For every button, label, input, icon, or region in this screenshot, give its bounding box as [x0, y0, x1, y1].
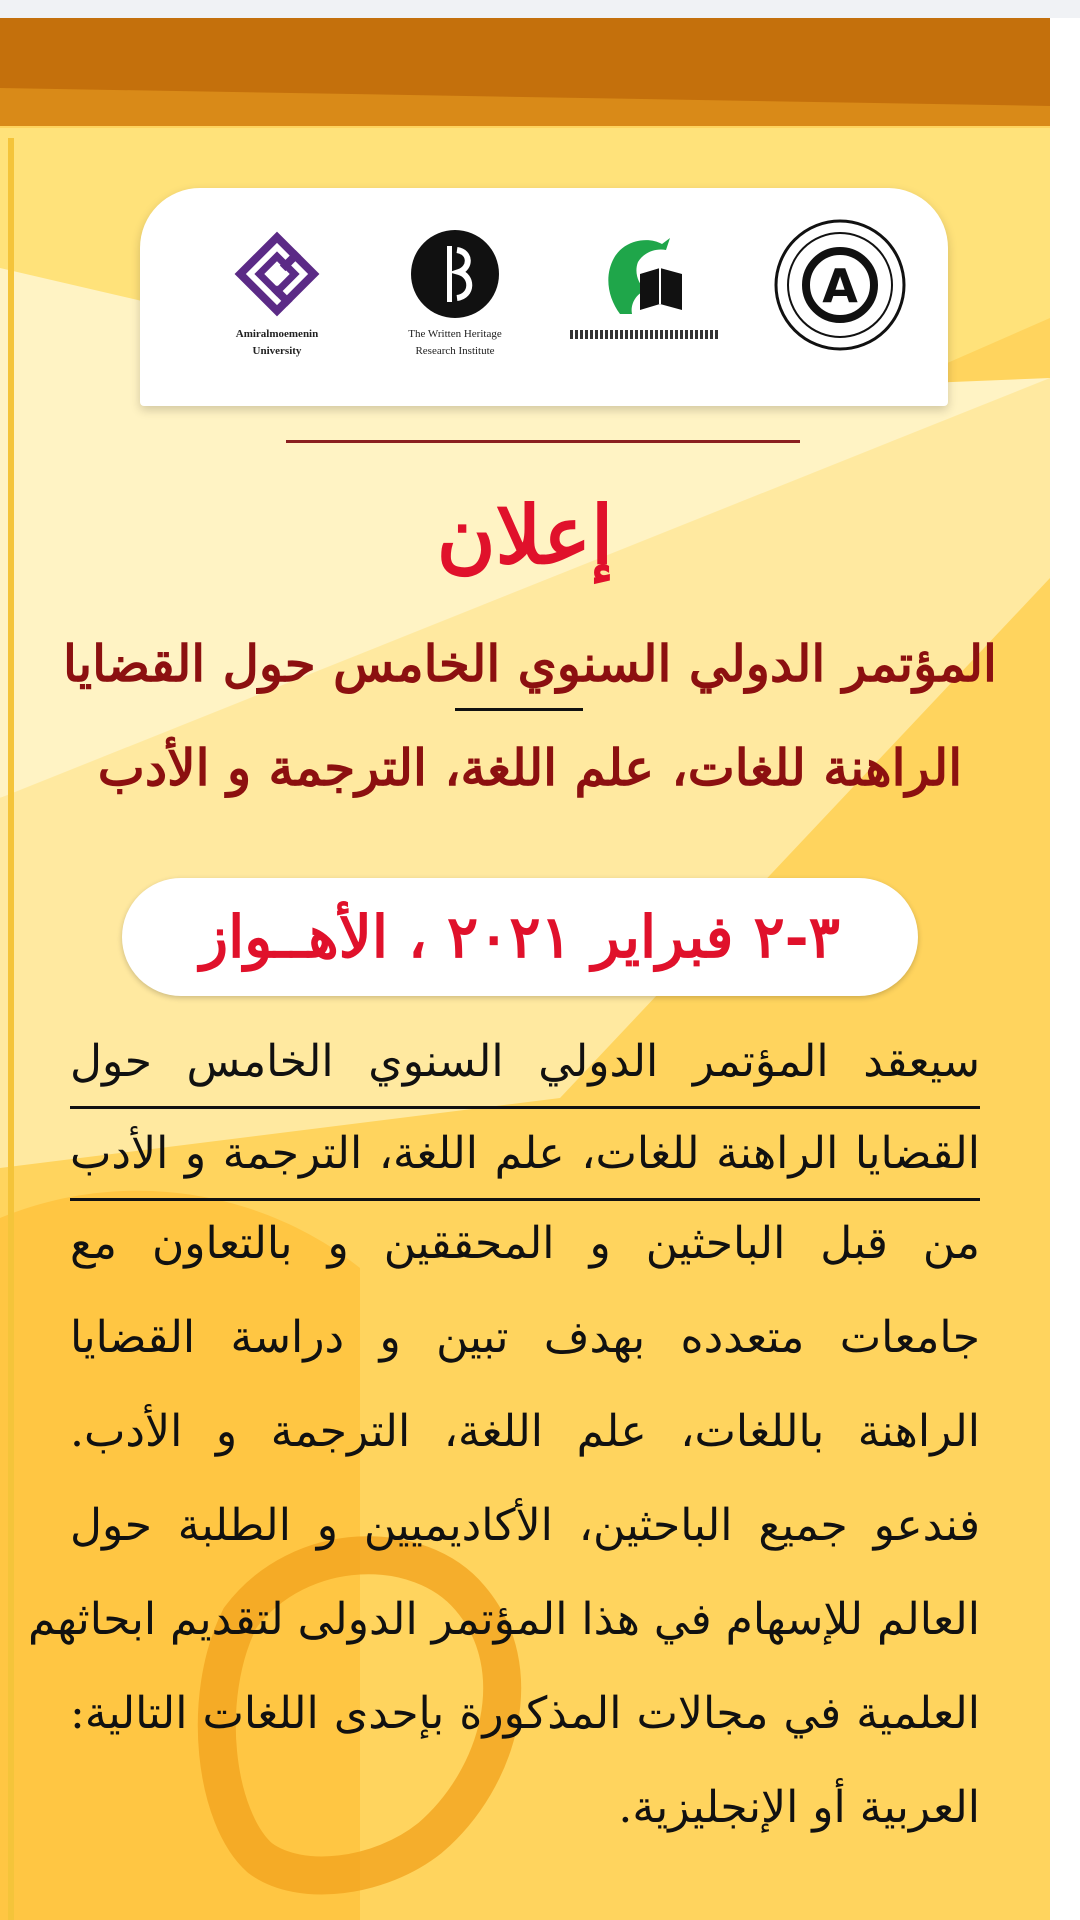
body-line-7: العالم للإسهام في هذا المؤتمر الدولى لتقديم ابحاثهم — [27, 1594, 980, 1645]
body-line-4: جامعات متعدده بهدف تبين و دراسة القضايا — [70, 1312, 980, 1363]
body-line-9: العربية أو الإنجليزية. — [618, 1782, 980, 1833]
body-line-3: من قبل الباحثين و المحققين و بالتعاون مع — [70, 1218, 980, 1269]
date-location-pill — [122, 878, 918, 996]
logo-caption-line2: Research Institute — [415, 345, 495, 357]
logo-amiralmoemenin — [202, 228, 352, 358]
logo-caption-line1: The Written Heritage — [408, 328, 502, 340]
body-line-5: الراهنة باللغات، علم اللغة، الترجمة و الأدب. — [70, 1406, 980, 1457]
announcement-heading: إعلان — [436, 488, 614, 582]
body-line-6: فندعو جميع الباحثين، الأكاديميين و الطلبة حول — [70, 1500, 980, 1551]
logo-card — [140, 188, 948, 406]
body-underline-1 — [70, 1106, 980, 1109]
left-border-line — [8, 138, 14, 1920]
body-line-2: القضايا الراهنة للغات، علم اللغة، الترجمة و الأدب — [70, 1128, 980, 1179]
logo-caption-pattern — [570, 330, 720, 339]
conference-poster — [0, 18, 1050, 1920]
title-divider — [286, 440, 800, 443]
written-heritage-logo-icon — [409, 228, 501, 320]
logo-green-head — [560, 228, 730, 339]
amiralmoemenin-kufic-logo-icon — [231, 228, 323, 320]
logo-caption-line2: University — [252, 345, 302, 357]
side-scroll-track[interactable] — [1050, 18, 1080, 1920]
body-line-1: سيعقد المؤتمر الدولي السنوي الخامس حول — [70, 1036, 980, 1087]
circle-a-letter: A — [822, 259, 858, 313]
body-underline-2 — [70, 1198, 980, 1201]
green-head-book-logo-icon — [590, 228, 700, 320]
date-location-text: ٣-٢ فبراير ٢٠٢١ ، الأهــواز — [200, 903, 840, 971]
conference-title-line1: المؤتمر الدولي السنوي الخامس حول القضايا — [63, 634, 997, 693]
body-line-8: العلمية في مجالات المذكورة بإحدى اللغات التالية: — [70, 1688, 980, 1739]
title-underline-accent — [455, 708, 583, 711]
logo-caption-line1: Amiralmoemenin — [235, 328, 319, 340]
circle-a-logo-icon — [773, 218, 907, 352]
logo-circle-a — [770, 218, 910, 356]
logo-written-heritage — [370, 228, 540, 358]
conference-title-line2: الراهنة للغات، علم اللغة، الترجمة و الأدب — [97, 738, 963, 797]
